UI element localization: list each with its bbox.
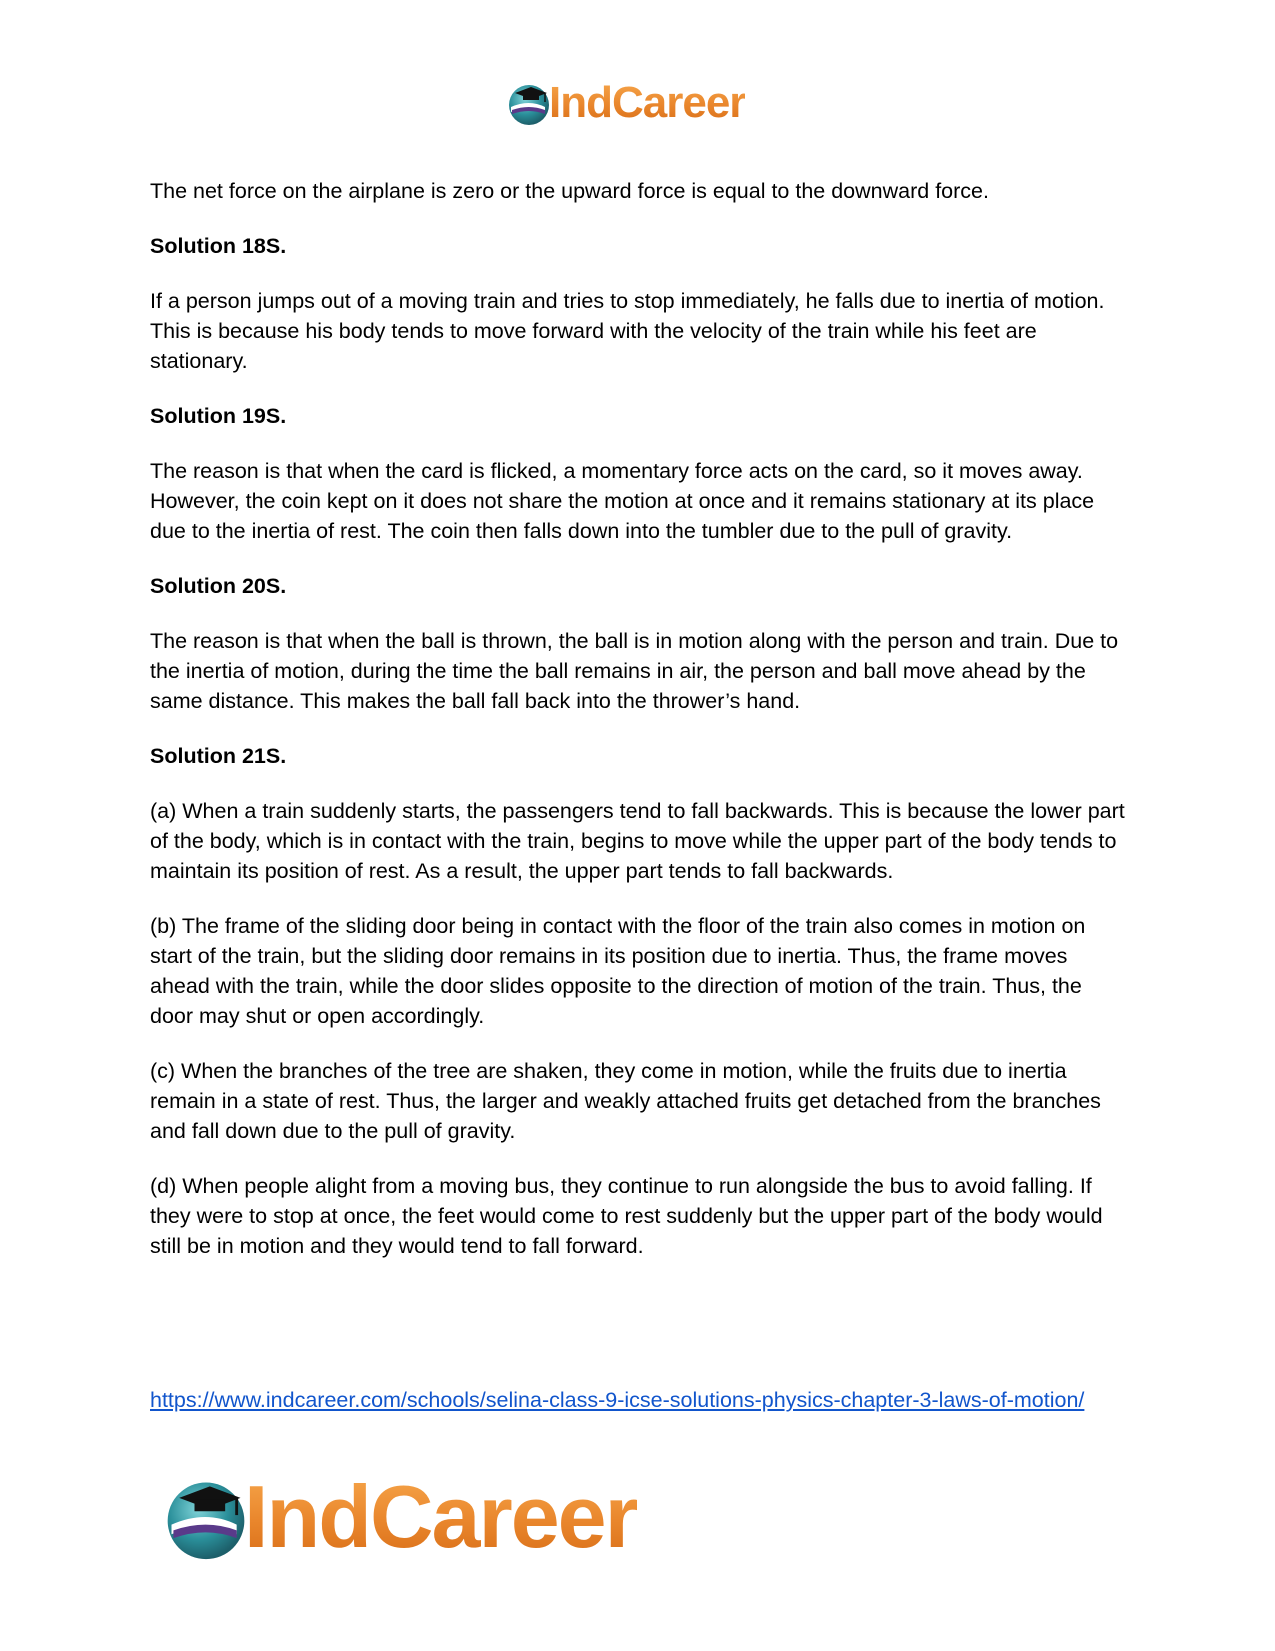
header-logo-text: IndCareer xyxy=(549,78,746,127)
graduation-cap-book-globe-icon xyxy=(160,1471,252,1563)
paragraph-solution-19s: The reason is that when the card is flicked, a momentary force acts on the card, so it moves away. However, the coin kept on it does not share the motion at once and it remains stationary at its place due to the inertia of rest. The coin then falls down into the tumbler due to the pull of gravity. xyxy=(150,459,1095,543)
main-content xyxy=(150,176,1130,1286)
paragraph-solution-21s-b: (b) The frame of the sliding door being in contact with the floor of the train also comes in motion on start of the train, but the sliding door remains in its position due to inertia. Thus, the frame moves ahead with the train, while the door slides opposite to the direction of motion of the train. Thus, the door may shut or open accordingly. xyxy=(150,914,1086,1028)
paragraph-solution-21s-d: (d) When people alight from a moving bus, they continue to run alongside the bus to avoid falling. If they were to stop at once, the feet would come to rest suddenly but the upper part of the body would still be in motion and they would tend to fall forward. xyxy=(150,1174,1103,1258)
heading-solution-18s: Solution 18S. xyxy=(150,234,287,258)
heading-solution-19s: Solution 19S. xyxy=(150,404,287,428)
paragraph-solution-18s: If a person jumps out of a moving train and tries to stop immediately, he falls due to inertia of motion. This is because his body tends to move forward with the velocity of the train while his feet are stationary. xyxy=(150,289,1105,373)
header-logo xyxy=(505,78,745,128)
paragraph-solution-21s-c: (c) When the branches of the tree are shaken, they come in motion, while the fruits due to inertia remain in a state of rest. Thus, the larger and weakly attached fruits get detached from the branches and fall down due to the pull of gravity. xyxy=(150,1059,1101,1143)
paragraph-solution-21s-a: (a) When a train suddenly starts, the passengers tend to fall backwards. This is because the lower part of the body, which is in contact with the train, begins to move while the upper part of the body tends to maintain its position of rest. As a result, the upper part tends to fall backwards. xyxy=(150,799,1125,883)
graduation-cap-book-globe-icon xyxy=(505,79,553,127)
heading-solution-21s: Solution 21S. xyxy=(150,744,287,768)
source-url-link[interactable]: https://www.indcareer.com/schools/selina-class-9-icse-solutions-physics-chapter-3-laws-of-motion/ xyxy=(150,1388,1085,1412)
paragraph-intro: The net force on the airplane is zero or the upward force is equal to the downward force. xyxy=(150,179,989,203)
paragraph-solution-20s: The reason is that when the ball is thrown, the ball is in motion along with the person and train. Due to the inertia of motion, during the time the ball remains in air, the person and ball move ahead by the same distance. This makes the ball fall back into the thrower’s hand. xyxy=(150,629,1119,713)
footer-logo-text: IndCareer xyxy=(244,1467,637,1566)
heading-solution-20s: Solution 20S. xyxy=(150,574,287,598)
footer-logo xyxy=(160,1467,637,1566)
